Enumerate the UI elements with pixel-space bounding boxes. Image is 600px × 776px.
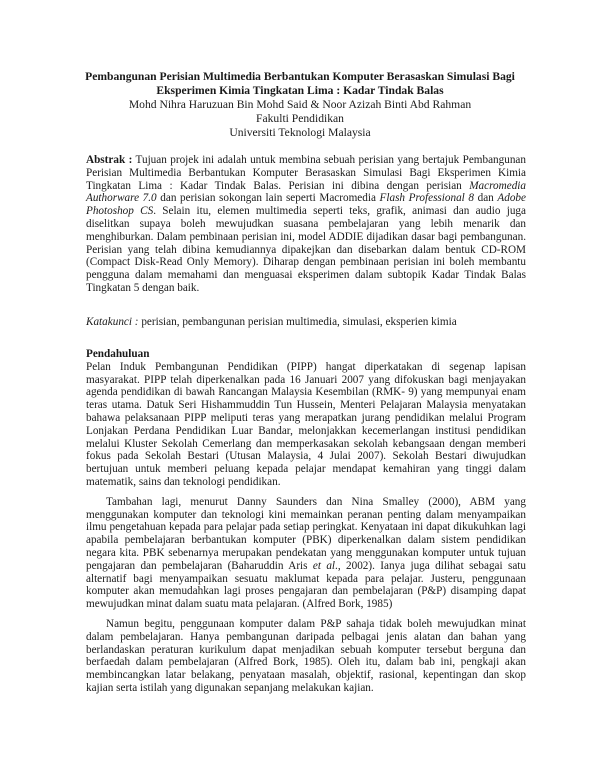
section-heading-pendahuluan: Pendahuluan (86, 348, 150, 360)
paper-title-line-1: Pembangunan Perisian Multimedia Berbantukan Komputer Berasaskan Simulasi Bagi (85, 70, 515, 83)
body-section (86, 337, 526, 695)
abstract-text-2: dan perisian sokongan lain seperti Macromedia (156, 192, 380, 205)
paper-header (60, 70, 540, 140)
paper-faculty: Fakulti Pendidikan (256, 112, 344, 125)
body-paragraph-2 (86, 496, 526, 611)
body-paragraph-2-text-a: Tambahan lagi, menurut Danny Saunders dan Nina Smalley (2000), ABM yang menggunakan komputer dan teknologi kini memainkan peranan penting dalam menyampaikan ilmu pengetahuan kepada para pelajar pada setiap peringkat. Kenyataan ini dapat dikukuhkan lagi apabila pembelajaran berbantukan komputer (PBK) diperkenalkan dalam sistem pendidikan negara kita. PBK sebenarnya merupakan pendekatan yang menggunakan komputer untuk tujuan pengajaran dan pembelajaran (Baharuddin Aris (86, 495, 526, 572)
abstract-text-1: Tujuan projek ini adalah untuk membina sebuah perisian yang bertajuk Pembangunan Perisian Multimedia Berbantukan Komputer Berasaskan Simulasi Bagi Eksperimen Kimia Tingkatan Lima : Kadar Tindak Balas. Perisian ini dibina dengan perisian (86, 154, 526, 192)
body-paragraph-3: Namun begitu, penggunaan komputer dalam P&P sahaja tidak boleh mewujudkan minat dalam pembelajaran. Hanya pembangunan daripada pelbagai jenis alatan dan bahan yang berlandaskan peraturan kurikulum dapat menjadikan sebuah komputer tersebut berguna dan berfaedah dalam pembelajaran (Alfred Bork, 1985). Oleh itu, dalam bab ini, pengkaji akan membincangkan latar belakang, penyataan masalah, objektif, rasional, kepentingan dan skop kajian serta istilah yang digunakan sepanjang melakukan kajian. (86, 617, 526, 694)
keywords-line (86, 316, 526, 329)
keywords-text: perisian, pembangunan perisian multimedia, simulasi, eksperien kimia (138, 316, 457, 328)
body-paragraph-1: Pelan Induk Pembangunan Pendidikan (PIPP) hangat diperkatakan di segenap lapisan masyarakat. PIPP telah diperkenalkan pada 16 Januari 2007 yang difokuskan bagi menjayakan agenda pendidikan di bawah Rancangan Malaysia Kesembilan (RMK- 9) yang mempunyai enam teras utama. Datuk Seri Hishammuddin Tun Hussein, Menteri Pelajaran Malaysia menyatakan bahawa pelaksanaan PIPP meliputi teras yang merapatkan jurang pendidikan melalui Program Lonjakan Perdana Pendidikan Luar Bandar, melonjakkan kecemerlangan institusi pendidikan melalui Kluster Sekolah Cemerlang dan memperkasakan sekolah kebangsaan dengan memberi fokus pada Sekolah Bestari (Utusan Malaysia, 4 Julai 2007). Sekolah Bestari diwujudkan bertujuan untuk memberi peluang kepada pelajar mendapat kemahiran yang tinggi dalam matematik, sains dan teknologi pendidikan. (86, 360, 526, 488)
abstract-label: Abstrak : (86, 154, 133, 166)
abstract-text-4: . Selain itu, elemen multimedia seperti teks, grafik, animasi dan audio juga diselitkan supaya boleh mewujudkan suasana pembelajaran yang lebih menarik dan menghiburkan. Dalam pembinaan perisian ini, model ADDIE dijadikan dasar bagi pembangunan. Perisian yang telah dibina kemudiannya dipakejkan dan disebarkan dalam bentuk CD-ROM (Compact Disk-Read Only Memory). Diharap dengan pembinaan perisian ini boleh membantu pengguna dalam memahami dan menguasai eksperimen dalam subtopik Kadar Tindak Balas Tingkatan 5 dengan baik. (86, 205, 526, 294)
abstract-text-3: dan (474, 192, 498, 205)
paper-title-line-2: Eksperimen Kimia Tingkatan Lima : Kadar Tindak Balas (156, 84, 444, 97)
paper-university: Universiti Teknologi Malaysia (229, 126, 371, 139)
abstract-italic-flash: Flash Professional 8 (379, 192, 474, 205)
paper-authors: Mohd Nihra Haruzuan Bin Mohd Said & Noor Azizah Binti Abd Rahman (128, 98, 472, 111)
abstract-italic-photoshop: Adobe Photoshop CS (86, 192, 526, 218)
abstract-paragraph (86, 154, 526, 295)
keywords-label: Katakunci : (86, 316, 139, 328)
body-paragraph-2-text-b: ., 2002). Ianya juga dilihat sebagai satu alternatif bagi menyampaikan sesuatu maklumat kepada para pelajar. Justeru, penggunaan komputer akan memudahkan lagi proses pengajaran dan pembelajaran (P&P) disamping dapat mewujudkan minat dalam suatu mata pelajaran. (Alfred Bork, 1985) (86, 559, 526, 611)
body-paragraph-2-italic: et al (312, 559, 336, 572)
abstract-italic-authorware: Macromedia Authorware 7.0 (86, 179, 526, 205)
